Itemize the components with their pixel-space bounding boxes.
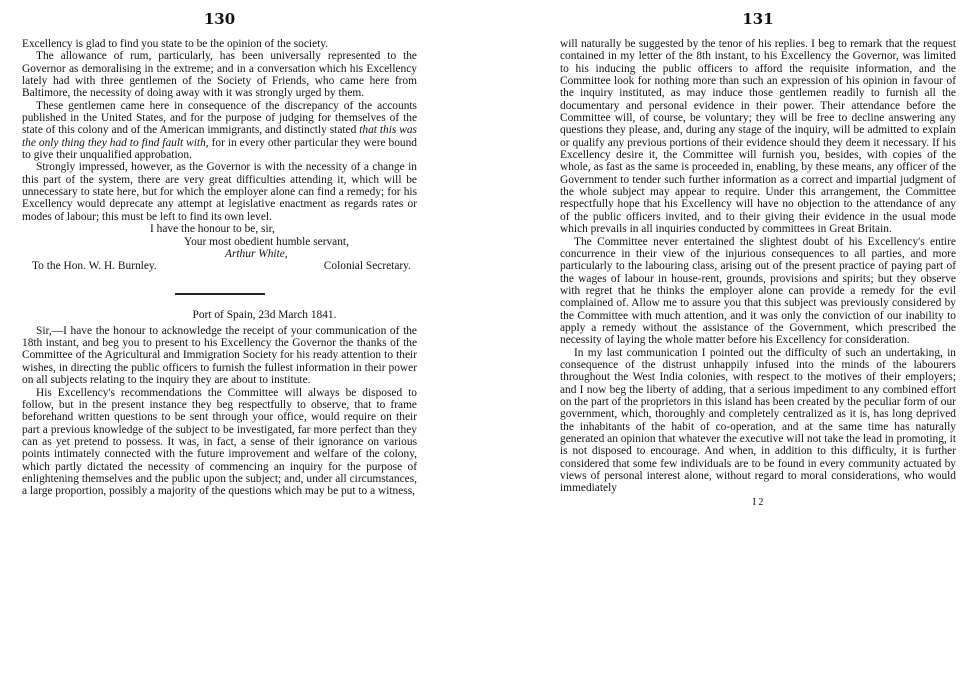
page-number: 131	[742, 10, 774, 28]
paragraph	[22, 100, 417, 162]
emphasis-text: that this was the only thing they had to find fault with,	[22, 124, 417, 149]
closing-line: I have the honour to be, sir,	[150, 223, 275, 236]
section-divider	[175, 293, 265, 295]
signatory-name: Arthur White,	[225, 247, 288, 260]
closing-line: Your most obedient humble servant,	[184, 235, 349, 248]
dateline: Port of Spain, 23d March 1841.	[192, 308, 337, 321]
paragraph-text: for in every other particular they were bound to give their unqualified approbation.	[22, 136, 418, 162]
signature-mark: I 2	[752, 496, 764, 508]
left-page	[22, 0, 417, 498]
page-number: 130	[203, 10, 236, 28]
paragraph: His Excellency's recommendations the Committee will always be disposed to follow, but in the present instance they beg respectfully to observe, that to frame beforehand written questions to be sent through your office, would require on their part a previous knowledge of the subject to be investigated, far more perfect than they can as yet pretend to possess. It was, in fact, a sense of their ignorance on various points intimately connected with the future improvement and welfare of the colony, which partly dictated the necessity of commencing an inquiry for the purpose of enlightening themselves and the public upon the subject; and, under all circumstances, a large proportion, possibly a majority of the questions which may be put to a witness,	[22, 386, 417, 498]
paragraph-text: These gentlemen came here in consequence of the discrepancy of the accounts published in the United States, and for the purpose of judging for themselves of the state of this colony and of the American immigrants, and distinctly stated	[22, 99, 417, 137]
paragraph: Sir,—I have the honour to acknowledge the receipt of your communication of the 18th instant, and beg you to present to his Excellency the Governor the thanks of the Committee of the Agricultural and Immigration Society for his ready attention to their wishes, in directing the public officers to furnish the fullest information in their power on all subjects relating to the inquiry they are about to institute.	[22, 324, 417, 387]
right-page	[560, 0, 956, 508]
recipient: To the Hon. W. H. Burnley.	[32, 260, 157, 273]
paragraph: The allowance of rum, particularly, has been universally represented to the Governor as demoralising in the extreme; and in a conversation which his Excellency lately had with three gentlemen of the Society of Friends, who came here from Baltimore, the necessity of doing away with it was strongly urged by them.	[22, 50, 417, 100]
recipient-row	[22, 260, 417, 272]
letter-signoff	[22, 223, 417, 273]
paragraph: In my last communication I pointed out the difficulty of such an undertaking, in consequence of the distrust unhappily infused into the minds of the labourers throughout the West India colonies, with respect to the motives of their employers; and I now beg the liberty of adding, that a serious impediment to any combined effort on the part of the proprietors in this island has been created by the peculiar form of our government, which, thoroughly and completely centralized as it is, has long deprived the inhabitants of the habit of co-operation, and at the same time has naturally generated an opinion that whatever the executive will not take the lead in promoting, it is not disposed to encourage. And when, in addition to this difficulty, it is further considered that some few individuals are to be found in every community actuated by views of personal interest alone, without regard to moral considerations, who would immediately	[560, 346, 956, 495]
paragraph: will naturally be suggested by the tenor of his replies. I beg to remark that the request contained in my letter of the 8th instant, to his Excellency the Governor, was limited to his inducing the public officers to afford the requisite information, and the Committee look for nothing more than such an expression of his opinion in favour of the inquiry instituted, as may induce those gentlemen readily to furnish all the documentary and personal evidence in their power. Their attendance before the Committee will, of course, be voluntary; they will be free to decline answering any questions they please, and, during any stage of the inquiry, will be admitted to explain or qualify any previous portions of their evidence should they deem it necessary. If his Excellency desire it, the Committee will furnish you, besides, with copies of the whole, as fast as the same is proceeded in, enabling, by these means, any officer of the Government to tender such further information as a correct and impartial judgment of the whole subject may appear to require. Under this arrangement, the Committee respectfully hope that his Excellency will have no objection to the attendance of any of the public officers invited, and to their giving their evidence in the usual mode which prevails in all inquiries conducted by committees in Great Britain.	[560, 38, 956, 236]
paragraph: The Committee never entertained the slightest doubt of his Excellency's entire concurrence in their view of the injurious consequences to all parties, and more particularly to the labouring class, arising out of the present practice of paying part of the wages of labour in house-rent, grounds, provisions and spirits; but they observe with regret that he thinks the employer alone can provide a remedy for the evil complained of. Allow me to assure you that this subject was previously considered by the Committee with much attention, and it was only the conviction of our inability to apply a remedy without the assistance of the Government, which prescribed the necessity of laying the whole matter before his Excellency for consideration.	[560, 235, 956, 347]
paragraph: Excellency is glad to find you state to be the opinion of the society.	[22, 38, 329, 50]
signatory-title: Colonial Secretary.	[323, 260, 411, 273]
paragraph: Strongly impressed, however, as the Governor is with the necessity of a change in this part of the system, there are very great difficulties attending it, which will be unnecessary to state here, but for which the employer alone can find a remedy; for his Excellency would deprecate any attempt at legislative enactment as regards rates or modes of labour; this must be left to find its own level.	[22, 161, 417, 223]
